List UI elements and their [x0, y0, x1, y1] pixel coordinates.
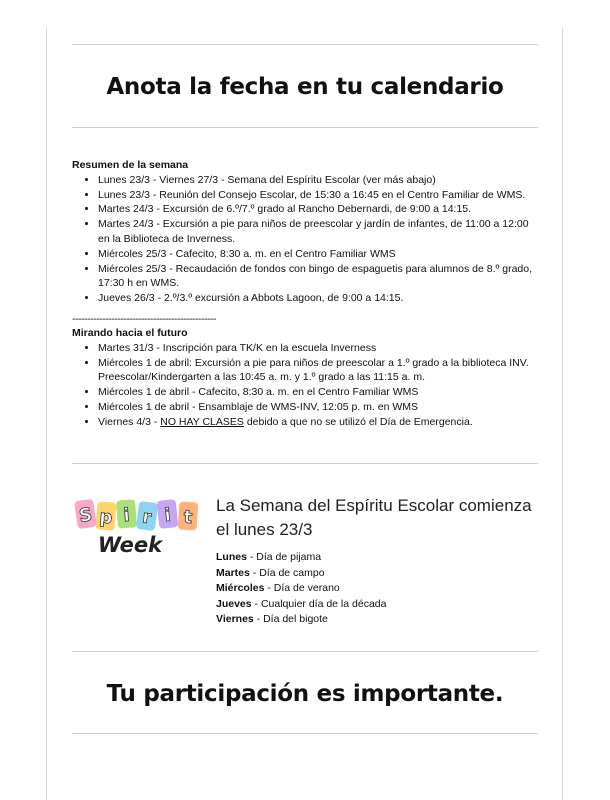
day-row: Miércoles - Día de verano [216, 582, 340, 595]
divider [72, 44, 538, 45]
svg-text:p: p [98, 506, 114, 529]
svg-text:i: i [122, 504, 131, 527]
svg-text:r: r [141, 506, 153, 529]
divider [72, 733, 538, 734]
footer-heading: Tu participación es importante. [106, 681, 504, 707]
page-border-left [46, 28, 47, 800]
day-row: Martes - Día de campo [216, 566, 325, 579]
svg-text:t: t [182, 506, 193, 529]
divider [72, 651, 538, 652]
item-prefix: Viernes 4/3 - [98, 415, 161, 428]
list-item: • Martes 24/3 - Excursión de 6.º/7.º grado al Rancho Debernardi, de 9:00 a 14:15. [98, 202, 538, 217]
looking-ahead-heading: Mirando hacia el futuro [72, 326, 188, 339]
spirit-week-title: La Semana del Espíritu Escolar comienza el lunes 23/3 [216, 496, 532, 539]
logo-letter-tile [74, 499, 97, 529]
divider [72, 463, 538, 464]
list-item: • Martes 31/3 - Inscripción para TK/K en la escuela Inverness [98, 341, 538, 356]
svg-text:i: i [163, 504, 172, 527]
schedule-section [72, 158, 538, 430]
logo-letter-tile [95, 501, 116, 531]
week-summary-heading: Resumen de la semana [72, 159, 189, 171]
list-item: • Jueves 26/3 - 2.º/3.º excursión a Abbots Lagoon, de 9:00 a 14:15. [98, 291, 538, 306]
item-suffix: debido a que no se utilizó el Día de Emergencia. [243, 415, 473, 428]
logo-week-word: Week [97, 533, 163, 557]
list-item: • Lunes 23/3 - Reunión del Consejo Escolar, de 15:30 a 16:45 en el Centro Familiar de WMS. [98, 188, 538, 203]
list-item: • Miércoles 1 de abril - Cafecito, 8:30 a. m. en el Centro Familiar WMS [98, 385, 538, 400]
logo-letter-tile [157, 499, 179, 529]
divider [72, 127, 538, 128]
list-item: • Miércoles 1 de abril: Excursión a pie para niños de preescolar a 1.º grado a la biblioteca INV. Preescolar/Kindergarten a las 10:45 a. m. y 1.º grado a las 11:15 a. m. [98, 356, 538, 386]
page-border-right [562, 28, 563, 800]
svg-text:S: S [77, 504, 94, 527]
day-row: Lunes - Día de pijama [216, 551, 322, 563]
spirit-days-list [216, 550, 541, 628]
list-item: • Lunes 23/3 - Viernes 27/3 - Semana del Espíritu Escolar (ver más abajo) [98, 173, 538, 188]
list-item: • Miércoles 1 de abril - Ensamblaje de WMS-INV, 12:05 p. m. en WMS [98, 400, 538, 415]
logo-letter-tile [136, 501, 158, 531]
list-item: • Miércoles 25/3 - Cafecito, 8:30 a. m. en el Centro Familiar WMS [98, 247, 538, 262]
no-school-link[interactable]: NO HAY CLASES [160, 415, 244, 428]
dashed-separator: ------------------------------------------------ [72, 312, 216, 325]
calendar-heading: Anota la fecha en tu calendario [106, 74, 504, 100]
list-item: • Martes 24/3 - Excursión a pie para niños de preescolar y jardín de infantes, de 11:00 a 12:00 en la Biblioteca de Inverness. [98, 217, 538, 247]
looking-ahead-list [72, 341, 538, 430]
day-row: Jueves - Cualquier día de la década [216, 597, 387, 610]
logo-letter-tile [178, 501, 199, 530]
list-item [98, 415, 538, 430]
week-summary-list [72, 173, 538, 306]
spirit-week-logo [72, 494, 200, 558]
logo-letter-tile [116, 499, 137, 528]
list-item: • Miércoles 25/3 - Recaudación de fondos con bingo de espaguetis para alumnos de 8.º grado, 17:30 h en WMS. [98, 262, 538, 292]
day-row: Viernes - Día del bigote [216, 613, 328, 626]
